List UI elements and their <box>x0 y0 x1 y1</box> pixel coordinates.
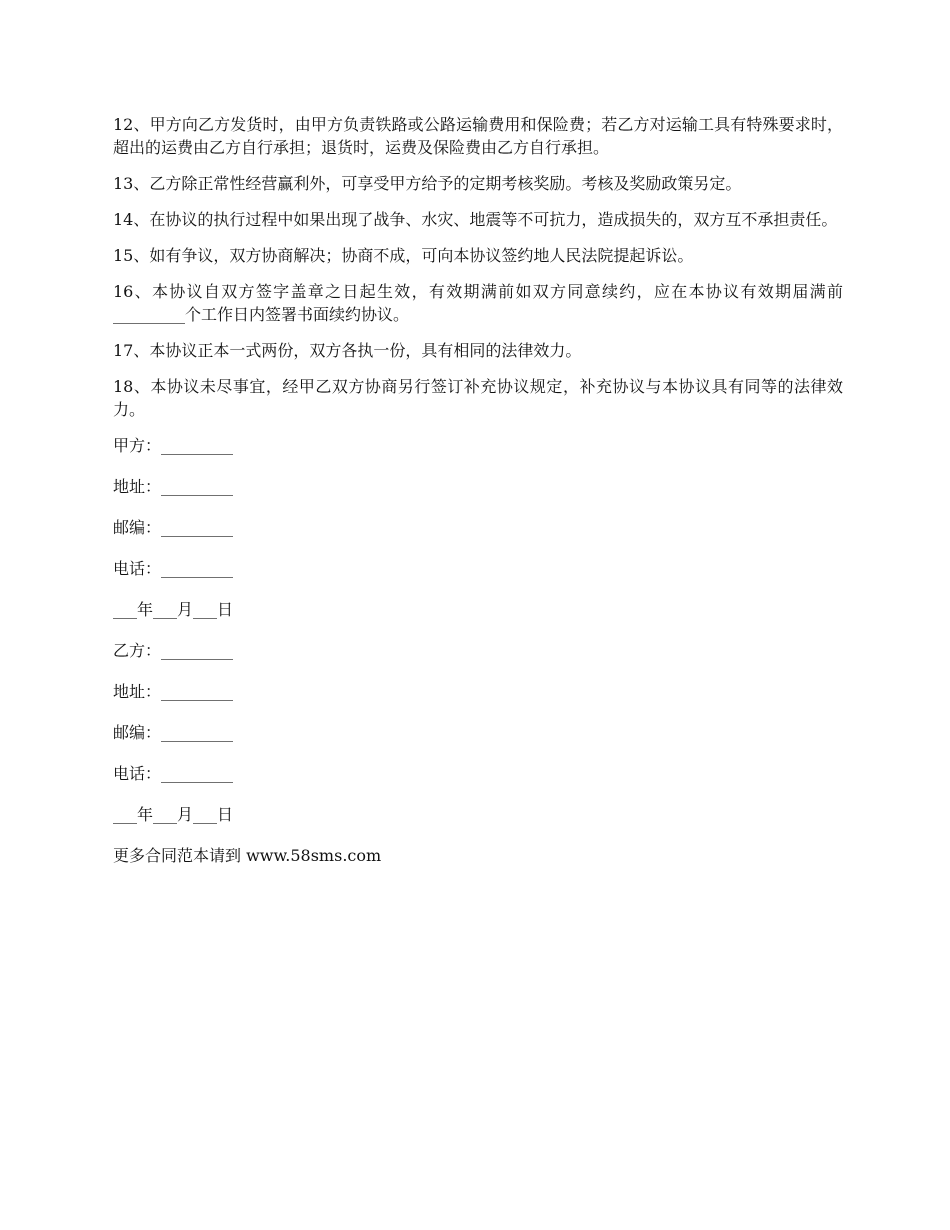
clause-15: 15、如有争议，双方协商解决；协商不成，可向本协议签约地人民法院提起诉讼。 <box>113 246 694 265</box>
party-a-address: 地址：_________ <box>113 477 234 496</box>
clause-16: 16、本协议自双方签字盖章之日起生效，有效期满前如双方同意续约，应在本协议有效期届满前_________个工作日内签署书面续约协议。 <box>113 282 843 324</box>
document-page <box>113 113 843 883</box>
clause-12: 12、甲方向乙方发货时，由甲方负责铁路或公路运输费用和保险费；若乙方对运输工具有特殊要求时，超出的运费由乙方自行承担；退货时，运费及保险费由乙方自行承担。 <box>113 115 843 157</box>
party-a-name: 甲方：_________ <box>113 436 234 455</box>
clause-17: 17、本协议正本一式两份，双方各执一份，具有相同的法律效力。 <box>113 341 582 360</box>
party-b-name: 乙方：_________ <box>113 641 234 660</box>
clause-18: 18、本协议未尽事宜，经甲乙双方协商另行签订补充协议规定，补充协议与本协议具有同等的法律效力。 <box>113 377 843 419</box>
party-b-date: ___年___月___日 <box>113 805 234 824</box>
clause-13: 13、乙方除正常性经营赢利外，可享受甲方给予的定期考核奖励。考核及奖励政策另定。 <box>113 174 742 193</box>
party-b-signature-block <box>113 639 843 826</box>
party-b-phone: 电话：_________ <box>113 764 234 783</box>
party-b-address: 地址：_________ <box>113 682 234 701</box>
party-b-postcode: 邮编：_________ <box>113 723 234 742</box>
party-a-postcode: 邮编：_________ <box>113 518 234 537</box>
footer-note: 更多合同范本请到 www.58sms.com <box>113 846 382 865</box>
party-a-phone: 电话：_________ <box>113 559 234 578</box>
party-a-signature-block <box>113 434 843 621</box>
party-a-date: ___年___月___日 <box>113 600 234 619</box>
clause-14: 14、在协议的执行过程中如果出现了战争、水灾、地震等不可抗力，造成损失的，双方互不承担责任。 <box>113 210 838 229</box>
